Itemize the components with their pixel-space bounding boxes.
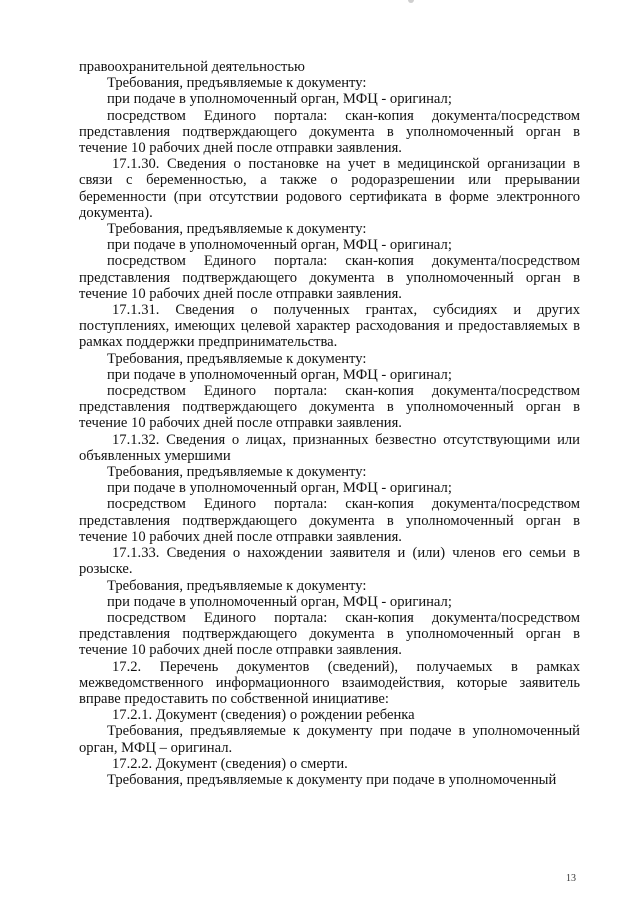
paragraph: Требования, предъявляемые к документу: [107,221,367,238]
paragraph: 17.2. Перечень документов (сведений), получаемых в рамках межведомственного информационного взаимодействия, которые заявитель вправе предоставить по собственной инициативе: [79,658,580,707]
paragraph: Требования, предъявляемые к документу при подаче в уполномоченный [107,771,557,788]
paragraph: посредством Единого портала: скан-копия документа/посредством представления подтверждающего документа в уполномоченный орган в течение 10 рабочих дней после отправки заявления. [79,253,580,302]
paragraph: при подаче в уполномоченный орган, МФЦ - оригинал; [107,480,452,497]
paragraph: 17.1.33. Сведения о нахождении заявителя и (или) членов его семьи в розыске. [79,545,580,578]
paragraph: посредством Единого портала: скан-копия документа/посредством представления подтверждающего документа в уполномоченный орган в течение 10 рабочих дней после отправки заявления. [79,383,580,432]
paragraph: правоохранительной деятельностью [79,59,305,75]
paragraph: Требования, предъявляемые к документу: [107,75,367,92]
paragraph: 17.2.1. Документ (сведения) о рождении ребенка [112,707,415,724]
paragraph: 17.2.2. Документ (сведения) о смерти. [112,755,348,772]
paragraph: Требования, предъявляемые к документу: [107,577,367,594]
paragraph: посредством Единого портала: скан-копия документа/посредством представления подтверждающего документа в уполномоченный орган в течение 10 рабочих дней после отправки заявления. [79,496,580,545]
paragraph: 17.1.30. Сведения о постановке на учет в медицинской организации в связи с беременностью, а также о родоразрешении или прерывании беременности (при отсутствии родового сертификата в форме электронного документа). [79,156,580,221]
paragraph: Требования, предъявляемые к документу: [107,350,367,367]
paragraph: при подаче в уполномоченный орган, МФЦ - оригинал; [107,593,452,610]
paragraph: при подаче в уполномоченный орган, МФЦ - оригинал; [107,91,452,108]
document-body [79,59,580,788]
scan-artifact [408,0,414,3]
paragraph: при подаче в уполномоченный орган, МФЦ - оригинал; [107,366,452,383]
paragraph: 17.1.31. Сведения о полученных грантах, субсидиях и других поступлениях, имеющих целевой характер расходования и предоставляемых в рамках поддержки предпринимательства. [79,302,580,351]
paragraph: Требования, предъявляемые к документу при подаче в уполномоченный орган, МФЦ – оригинал. [79,723,580,756]
paragraph: Требования, предъявляемые к документу: [107,464,367,481]
paragraph: 17.1.32. Сведения о лицах, признанных безвестно отсутствующими или объявленных умершими [79,431,580,464]
paragraph: при подаче в уполномоченный орган, МФЦ - оригинал; [107,237,452,254]
paragraph: посредством Единого портала: скан-копия документа/посредством представления подтверждающего документа в уполномоченный орган в течение 10 рабочих дней после отправки заявления. [79,609,580,659]
paragraph: посредством Единого портала: скан-копия документа/посредством представления подтверждающего документа в уполномоченный орган в течение 10 рабочих дней после отправки заявления. [79,107,580,157]
page-number: 13 [566,873,576,884]
